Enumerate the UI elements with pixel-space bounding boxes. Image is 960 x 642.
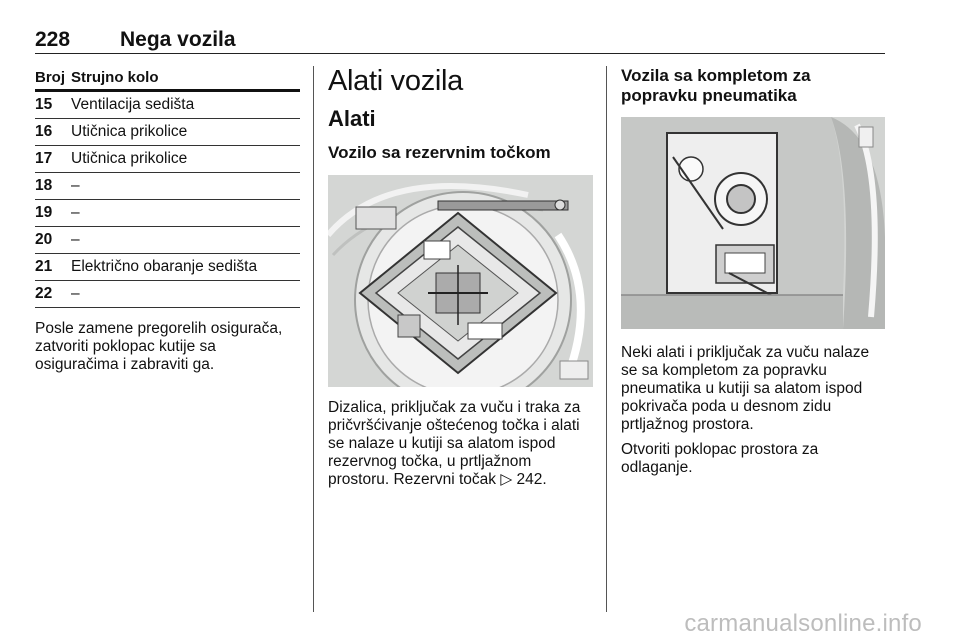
page-reference[interactable]: 242. xyxy=(516,471,547,488)
arrow-reference-icon: ▷ xyxy=(500,471,513,488)
column-divider xyxy=(313,66,314,612)
body-paragraph: Posle zamene pregorelih osigurača, zatvoriti poklopac kutije sa osiguračima i zabraviti ga. xyxy=(35,320,283,373)
fuse-number: 16 xyxy=(35,123,53,140)
fuse-number: 18 xyxy=(35,177,53,194)
section-title: Nega vozila xyxy=(120,28,236,51)
chapter-title: Alati vozila xyxy=(328,65,464,97)
page-number: 228 xyxy=(35,28,71,51)
column-fuse-table xyxy=(35,66,300,374)
fuse-circuit: – xyxy=(71,285,80,302)
tyre-repair-kit-illustration xyxy=(621,117,885,329)
fuse-number: 19 xyxy=(35,204,53,221)
fuse-circuit: Ventilacija sedišta xyxy=(71,96,195,113)
watermark: carmanualsonline.info xyxy=(684,610,922,637)
column-tyre-repair xyxy=(621,66,886,477)
header-number: Broj xyxy=(35,69,65,86)
fuse-circuit: Utičnica prikolice xyxy=(71,150,188,167)
header-circuit: Strujno kolo xyxy=(71,69,159,86)
fuse-circuit: Utičnica prikolice xyxy=(71,123,188,140)
fuse-number: 21 xyxy=(35,258,53,275)
fuse-table-header xyxy=(35,66,300,92)
table-row xyxy=(35,227,300,254)
body-paragraph: Neki alati i priključak za vuču nalaze se sa kompletom za popravku pneumatika u kutiji sa alatom ispod pokrivača poda u desnom zidu prtljažnog prostora. xyxy=(621,344,870,433)
fuse-circuit: – xyxy=(71,177,80,194)
body-paragraph xyxy=(328,399,593,489)
body-paragraph: Otvoriti poklopac prostora za odlaganje. xyxy=(621,441,819,476)
fuse-circuit: Električno obaranje sedišta xyxy=(71,258,258,275)
jack-toolbox-illustration xyxy=(328,175,593,387)
fuse-table xyxy=(35,66,300,308)
table-row xyxy=(35,146,300,173)
fuse-circuit: – xyxy=(71,204,80,221)
table-row xyxy=(35,92,300,119)
fuse-number: 17 xyxy=(35,150,53,167)
paragraph-text: Dizalica, priključak za vuču i traka za pričvršćivanje oštećenog točka i alati se nalaze u kutiji sa alatom ispod rezervnog točka, u prtljažnom prostoru. Rezervni točak xyxy=(328,399,581,488)
column-divider xyxy=(606,66,607,612)
fuse-number: 22 xyxy=(35,285,53,302)
section-heading: Alati xyxy=(328,106,376,131)
page-header xyxy=(35,28,885,54)
table-row xyxy=(35,200,300,227)
subsection-heading: Vozilo sa rezervnim točkom xyxy=(328,143,551,162)
subsection-heading: Vozila sa kompletom za popravku pneumatika xyxy=(621,66,811,105)
table-row xyxy=(35,119,300,146)
fuse-number: 15 xyxy=(35,96,53,113)
fuse-number: 20 xyxy=(35,231,53,248)
fuse-circuit: – xyxy=(71,231,80,248)
column-vehicle-tools xyxy=(328,64,593,489)
table-row xyxy=(35,281,300,308)
table-row xyxy=(35,173,300,200)
table-row xyxy=(35,254,300,281)
